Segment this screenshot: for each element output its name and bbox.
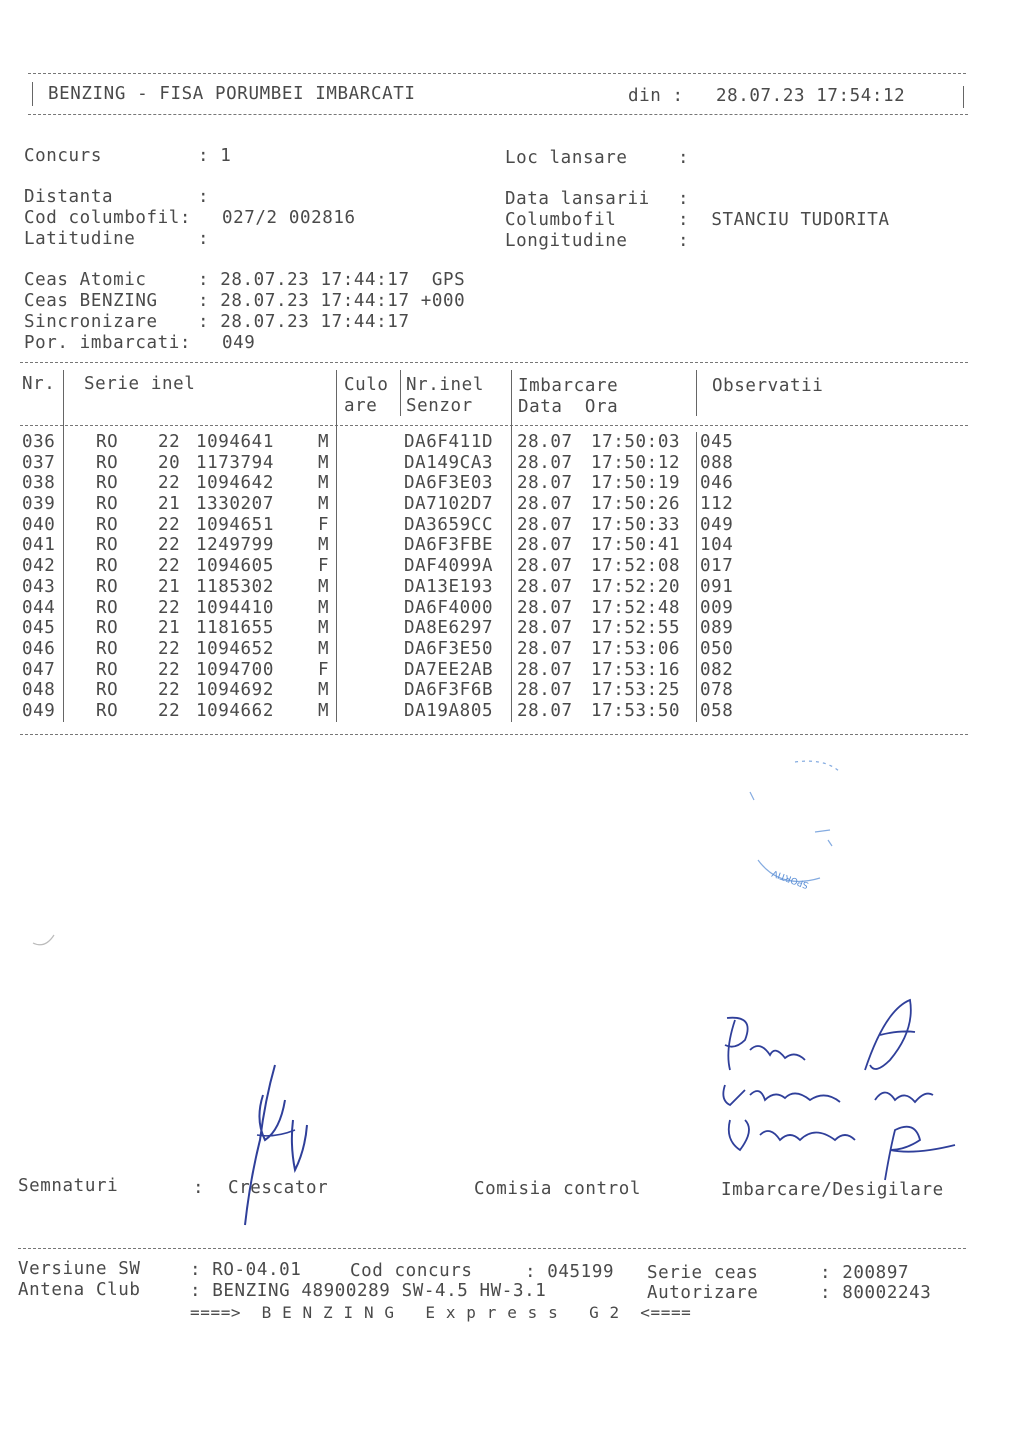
row-sex: M <box>318 638 330 659</box>
row-year: 20 <box>158 452 181 473</box>
row-nr: 045 <box>22 618 56 639</box>
row-year: 22 <box>158 473 181 494</box>
row-ring-number: 1094700 <box>196 659 274 680</box>
row-observatii: 088 <box>700 452 734 473</box>
row-time: 17:53:06 <box>591 638 681 659</box>
row-observatii: 104 <box>700 535 734 556</box>
table-row <box>20 453 970 474</box>
row-year: 22 <box>158 700 181 721</box>
cod-concurs-label: Cod concurs <box>350 1261 473 1281</box>
row-sensor: DA6F4000 <box>404 597 494 618</box>
row-nr: 039 <box>22 494 56 515</box>
row-sex: F <box>318 659 330 680</box>
row-observatii: 058 <box>700 700 734 721</box>
col-serie-header: Serie inel <box>84 374 196 394</box>
row-sex: M <box>318 680 330 701</box>
footer-border <box>18 1248 966 1249</box>
ceas-atomic-label: Ceas Atomic <box>24 270 147 290</box>
row-sensor: DA8E6297 <box>404 618 494 639</box>
row-nr: 042 <box>22 556 56 577</box>
table-row <box>20 577 970 598</box>
table-row <box>20 701 970 722</box>
crescator-label: Crescator <box>228 1178 329 1198</box>
row-year: 22 <box>158 535 181 556</box>
row-nr: 049 <box>22 700 56 721</box>
versiune-label: Versiune SW <box>18 1259 141 1279</box>
row-time: 17:50:03 <box>591 432 681 452</box>
col-culoare-header-1: Culo <box>344 375 389 395</box>
loc-lansare-label: Loc lansare <box>505 148 628 168</box>
row-time: 17:52:48 <box>591 597 681 618</box>
row-year: 22 <box>158 432 181 452</box>
row-country: RO <box>96 638 119 659</box>
antena-club-label: Antena Club <box>18 1280 141 1300</box>
comisia-signatures <box>715 990 965 1190</box>
columbofil-value: : STANCIU TUDORITA <box>678 210 890 230</box>
row-date: 28.07 <box>517 494 573 515</box>
row-observatii: 050 <box>700 638 734 659</box>
row-year: 22 <box>158 680 181 701</box>
row-year: 21 <box>158 618 181 639</box>
row-date: 28.07 <box>517 618 573 639</box>
row-nr: 047 <box>22 659 56 680</box>
row-sex: M <box>318 618 330 639</box>
col-culoare-header-2: are <box>344 396 378 416</box>
table-row <box>20 660 970 681</box>
row-observatii: 045 <box>700 432 734 452</box>
row-time: 17:53:16 <box>591 659 681 680</box>
autorizare-label: Autorizare <box>647 1283 759 1303</box>
sincronizare-value: : 28.07.23 17:44:17 <box>198 312 410 332</box>
row-country: RO <box>96 576 119 597</box>
row-year: 22 <box>158 597 181 618</box>
row-year: 21 <box>158 494 181 515</box>
concurs-value: : 1 <box>198 146 232 166</box>
header-left-border <box>32 82 33 106</box>
row-sex: F <box>318 556 330 577</box>
row-ring-number: 1094641 <box>196 432 274 452</box>
latitudine-label: Latitudine <box>24 229 136 249</box>
data-lansarii-value: : <box>678 189 690 209</box>
header-bottom-border <box>28 114 968 115</box>
row-time: 17:50:41 <box>591 535 681 556</box>
antena-club-value: : BENZING 48900289 SW-4.5 HW-3.1 <box>190 1281 547 1301</box>
col-divider-culoare <box>400 370 401 416</box>
table-body <box>20 432 970 722</box>
row-nr: 044 <box>22 597 56 618</box>
loc-lansare-value: : <box>678 148 690 168</box>
ceas-benzing-value: : 28.07.23 17:44:17 +000 <box>198 291 466 311</box>
row-date: 28.07 <box>517 556 573 577</box>
row-date: 28.07 <box>517 659 573 680</box>
row-time: 17:52:55 <box>591 618 681 639</box>
row-sex: M <box>318 597 330 618</box>
row-sensor: DA6F3FBE <box>404 535 494 556</box>
row-ring-number: 1094410 <box>196 597 274 618</box>
row-nr: 036 <box>22 432 56 452</box>
table-row <box>20 473 970 494</box>
row-time: 17:50:26 <box>591 494 681 515</box>
row-sensor: DA6F3F6B <box>404 680 494 701</box>
row-sex: M <box>318 452 330 473</box>
row-sensor: DA7EE2AB <box>404 659 494 680</box>
row-observatii: 046 <box>700 473 734 494</box>
row-sensor: DA6F3E03 <box>404 473 494 494</box>
row-sex: M <box>318 535 330 556</box>
benzing-express-banner: ====> B E N Z I N G E x p r e s s G 2 <==== <box>190 1303 692 1322</box>
col-observatii-header: Observatii <box>712 376 824 396</box>
serie-ceas-value: : 200897 <box>820 1263 910 1283</box>
row-ring-number: 1181655 <box>196 618 274 639</box>
row-year: 22 <box>158 514 181 535</box>
table-row <box>20 515 970 536</box>
table-row <box>20 639 970 660</box>
row-time: 17:50:33 <box>591 514 681 535</box>
row-sensor: DA7102D7 <box>404 494 494 515</box>
distanta-value: : <box>198 187 210 207</box>
row-country: RO <box>96 535 119 556</box>
paper-mark <box>30 925 60 951</box>
row-nr: 041 <box>22 535 56 556</box>
col-imbarcare-header-1: Imbarcare <box>518 376 619 396</box>
porumbei-imbarcati-value: 049 <box>222 333 256 353</box>
row-date: 28.07 <box>517 700 573 721</box>
row-observatii: 017 <box>700 556 734 577</box>
header-top-border <box>28 73 966 74</box>
row-observatii: 089 <box>700 618 734 639</box>
row-sex: M <box>318 700 330 721</box>
table-bottom-border <box>20 734 968 735</box>
sincronizare-label: Sincronizare <box>24 312 158 332</box>
row-observatii: 049 <box>700 514 734 535</box>
longitudine-label: Longitudine <box>505 231 628 251</box>
row-sex: M <box>318 432 330 452</box>
row-year: 22 <box>158 556 181 577</box>
table-row <box>20 494 970 515</box>
distanta-label: Distanta <box>24 187 114 207</box>
row-sensor: DAF4099A <box>404 556 494 577</box>
imbarcare-desigilare-label: Imbarcare/Desigilare <box>721 1180 944 1200</box>
header-right-border <box>963 86 964 108</box>
club-stamp <box>740 750 870 900</box>
row-sensor: DA13E193 <box>404 576 494 597</box>
row-country: RO <box>96 432 119 452</box>
row-sensor: DA149CA3 <box>404 452 494 473</box>
row-ring-number: 1249799 <box>196 535 274 556</box>
row-country: RO <box>96 494 119 515</box>
row-sensor: DA3659CC <box>404 514 494 535</box>
row-country: RO <box>96 452 119 473</box>
print-date-value: 28.07.23 17:54:12 <box>716 86 906 106</box>
table-row <box>20 556 970 577</box>
row-ring-number: 1094642 <box>196 473 274 494</box>
row-nr: 040 <box>22 514 56 535</box>
row-time: 17:53:25 <box>591 680 681 701</box>
row-date: 28.07 <box>517 535 573 556</box>
row-sex: F <box>318 514 330 535</box>
crescator-signature <box>235 1060 315 1235</box>
row-date: 28.07 <box>517 638 573 659</box>
row-country: RO <box>96 514 119 535</box>
columbofil-label: Columbofil <box>505 210 617 230</box>
row-time: 17:53:50 <box>591 700 681 721</box>
row-date: 28.07 <box>517 432 573 452</box>
data-lansarii-label: Data lansarii <box>505 189 650 209</box>
row-country: RO <box>96 659 119 680</box>
col-inel-header-2: Senzor <box>406 396 473 416</box>
autorizare-value: : 80002243 <box>820 1283 932 1303</box>
row-time: 17:52:20 <box>591 576 681 597</box>
concurs-label: Concurs <box>24 146 102 166</box>
row-observatii: 078 <box>700 680 734 701</box>
row-ring-number: 1173794 <box>196 452 274 473</box>
document-title: BENZING - FISA PORUMBEI IMBARCATI <box>48 84 416 104</box>
row-year: 21 <box>158 576 181 597</box>
table-row <box>20 598 970 619</box>
table-row <box>20 618 970 639</box>
row-country: RO <box>96 597 119 618</box>
row-date: 28.07 <box>517 452 573 473</box>
semnaturi-colon: : <box>193 1178 205 1198</box>
row-sensor: DA6F411D <box>404 432 494 452</box>
porumbei-imbarcati-label: Por. imbarcati: <box>24 333 192 353</box>
latitudine-value: : <box>198 229 210 249</box>
row-date: 28.07 <box>517 514 573 535</box>
row-sensor: DA19A805 <box>404 700 494 721</box>
row-time: 17:50:12 <box>591 452 681 473</box>
row-sex: M <box>318 494 330 515</box>
row-ring-number: 1094692 <box>196 680 274 701</box>
row-nr: 048 <box>22 680 56 701</box>
row-ring-number: 1094652 <box>196 638 274 659</box>
row-nr: 043 <box>22 576 56 597</box>
row-date: 28.07 <box>517 597 573 618</box>
row-ring-number: 1330207 <box>196 494 274 515</box>
row-ring-number: 1185302 <box>196 576 274 597</box>
row-observatii: 112 <box>700 494 734 515</box>
col-inel-header-1: Nr.inel <box>406 375 484 395</box>
row-country: RO <box>96 556 119 577</box>
col-nr-header: Nr. <box>22 374 56 394</box>
row-observatii: 009 <box>700 597 734 618</box>
row-date: 28.07 <box>517 680 573 701</box>
table-row <box>20 680 970 701</box>
row-nr: 046 <box>22 638 56 659</box>
ceas-benzing-label: Ceas BENZING <box>24 291 158 311</box>
row-country: RO <box>96 473 119 494</box>
table-top-border <box>20 362 968 363</box>
cod-columbofil-value: 027/2 002816 <box>222 208 356 228</box>
cod-columbofil-label: Cod columbofil: <box>24 208 192 228</box>
col-imbarcare-header-2: Data Ora <box>518 397 619 417</box>
semnaturi-label: Semnaturi <box>18 1176 119 1196</box>
row-year: 22 <box>158 659 181 680</box>
print-date-label: din : <box>628 86 684 106</box>
row-observatii: 082 <box>700 659 734 680</box>
serie-ceas-label: Serie ceas <box>647 1263 759 1283</box>
row-sensor: DA6F3E50 <box>404 638 494 659</box>
table-row <box>20 432 970 453</box>
row-sex: M <box>318 473 330 494</box>
row-observatii: 091 <box>700 576 734 597</box>
longitudine-value: : <box>678 231 690 251</box>
row-ring-number: 1094662 <box>196 700 274 721</box>
col-divider-imbarcare <box>696 370 697 416</box>
stamp-text: SPORTIV <box>770 867 811 890</box>
row-year: 22 <box>158 638 181 659</box>
row-nr: 038 <box>22 473 56 494</box>
row-sex: M <box>318 576 330 597</box>
row-country: RO <box>96 618 119 639</box>
table-header-border <box>20 425 968 426</box>
row-date: 28.07 <box>517 576 573 597</box>
comisia-control-label: Comisia control <box>474 1179 642 1199</box>
row-nr: 037 <box>22 452 56 473</box>
row-ring-number: 1094605 <box>196 556 274 577</box>
table-row <box>20 535 970 556</box>
row-time: 17:50:19 <box>591 473 681 494</box>
row-country: RO <box>96 680 119 701</box>
cod-concurs-value: : 045199 <box>525 1262 615 1282</box>
row-ring-number: 1094651 <box>196 514 274 535</box>
row-country: RO <box>96 700 119 721</box>
row-time: 17:52:08 <box>591 556 681 577</box>
row-date: 28.07 <box>517 473 573 494</box>
versiune-value: : RO-04.01 <box>190 1260 302 1280</box>
ceas-atomic-value: : 28.07.23 17:44:17 GPS <box>198 270 466 290</box>
